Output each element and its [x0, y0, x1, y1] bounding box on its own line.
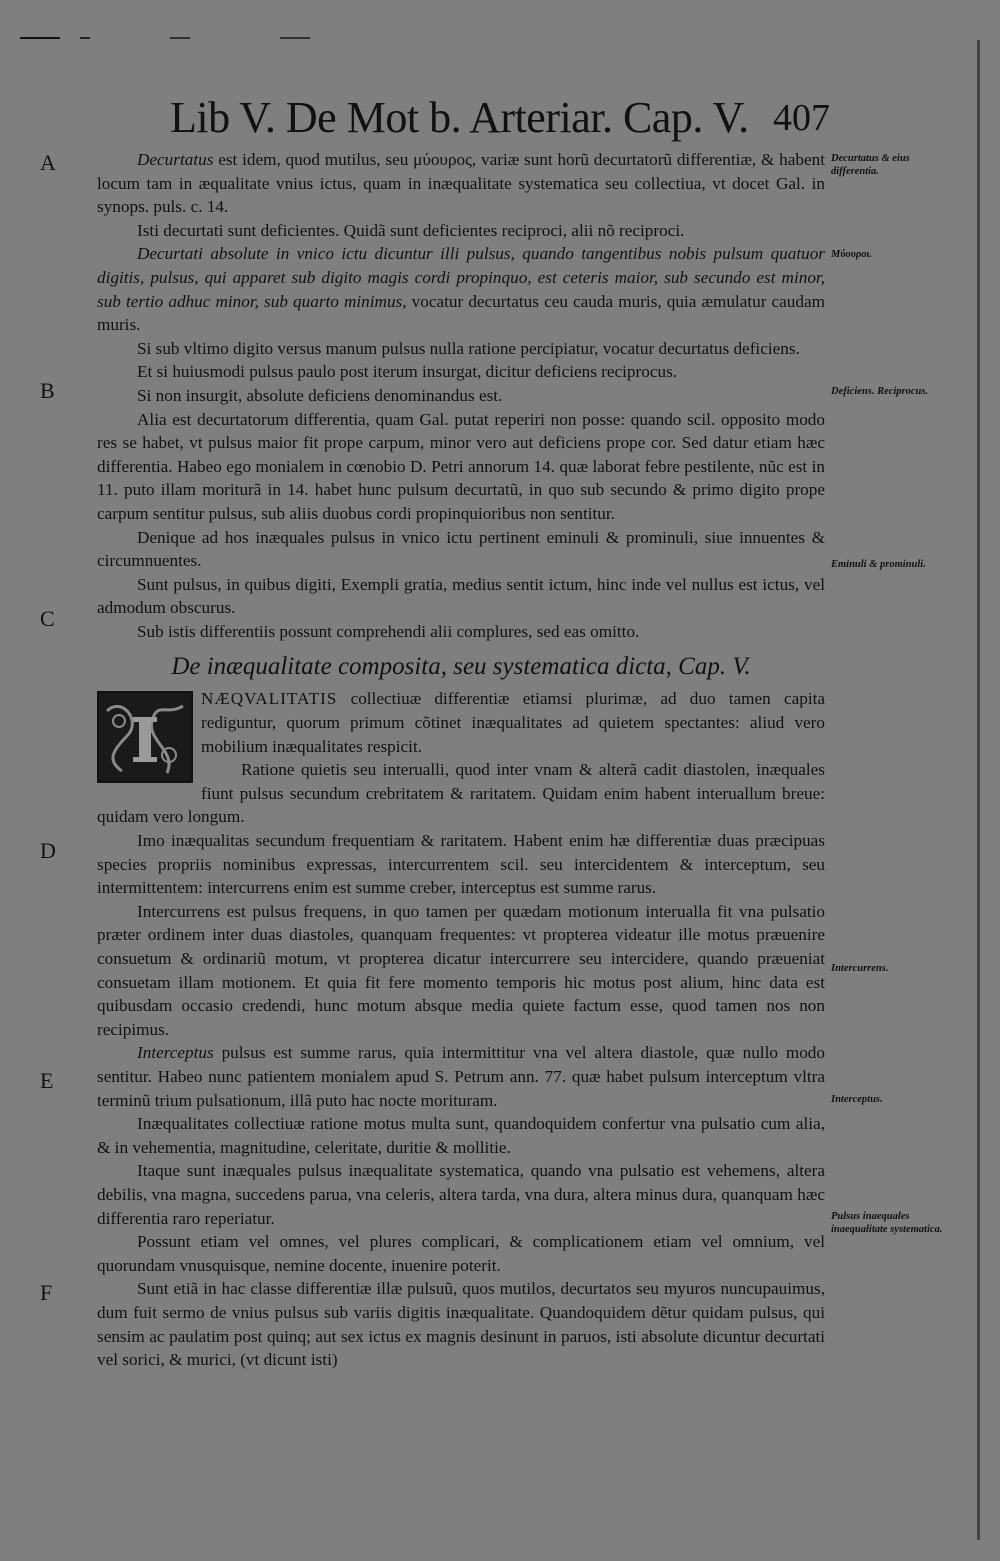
paragraph: Et si huiusmodi pulsus paulo post iterum insurgat, dicitur deficiens reciprocus.: [137, 362, 678, 382]
section-letter-e: E: [40, 1068, 54, 1093]
paragraph: Sunt etiã in hac classe differentiæ illæ pulsuũ, quos mutilos, decurtatos seu myuros nuncupauimus, dum fuit sermo de vnius pulsus sub variis digitis inæqualitate. Quandoquidem dẽtur quidam pulsus, qui sensim ac paulatim post quinq; aut sex ictus ex magnis desinunt in paruos, isti absolute dicuntur decurtati vel sorici, & murici, (vt dicunt isti): [97, 1279, 825, 1370]
chapter-heading: De inæqualitate composita, seu systematica dicta, Cap. V.: [171, 653, 751, 681]
paragraph: [97, 1041, 825, 1112]
main-text: [97, 148, 825, 1372]
page-number: 407: [773, 97, 830, 139]
paragraph-text: est idem, quod mutilus, seu μύουρος, variæ sunt horũ decurtatorũ differentiæ, & habent locum tam in æqualitate vnius ictus, quam in inæqualitate systematica seu collectiua, vt docet Gal. in synops. puls. c. 14.: [97, 150, 825, 217]
paragraph: [97, 242, 825, 336]
section-letter-c: C: [40, 606, 55, 631]
paragraph: Imo inæqualitas secundum frequentiam & raritatem. Habent enim hæ differentiæ duas præcipuas species propriis nominibus expressas, intercurrentem scil. seu intercidentem & interceptum, seu intermittentem: intercurrens enim est summe creber, interceptus est summe rarus.: [97, 831, 825, 898]
paragraph: Si sub vltimo digito versus manum pulsus nulla ratione percipiatur, vocatur decurtatus deficiens.: [137, 338, 800, 358]
paragraph-text: vocatur decurtatus ceu cauda muris, quia æmulatur caudam muris.: [97, 291, 825, 335]
paragraph-text: pulsus est summe rarus, quia intermittitur vna vel altera diastole, quæ nullo modo sentitur. Habeo nunc patientem monialem apud S. Petrum ann. 77. quæ habet pulsum interceptum vltra terminũ trium pulsationum, illã puto hac nocte morituram.: [97, 1043, 825, 1110]
margin-note: Pulsus inaequales inaequalitate systematica.: [831, 1211, 943, 1235]
margin-note: Deficiens. Reciprocus.: [831, 386, 929, 397]
section-letter-f: F: [40, 1280, 53, 1305]
italic-text: Decurtati absolute in vnico ictu dicuntur illi pulsus, quando tangentibus nobis pulsum quatuor digitis, pulsus, qui apparet sub digito magis cordi propinquo, est ceteris maior, sub secundo est minor, sub tertio adhuc minor, sub quarto minimus,: [97, 244, 825, 311]
lead-term: Interceptus: [137, 1043, 214, 1063]
margin-note: Μύουροι.: [831, 249, 873, 260]
lead-word: NÆQVALITATIS: [201, 689, 338, 709]
ornament-initial-icon: [97, 691, 193, 783]
margin-note: Interceptus.: [831, 1094, 883, 1105]
margin-note: Intercurrens.: [831, 963, 889, 974]
page-header: [170, 92, 830, 152]
paragraph: Itaque sunt inæquales pulsus inæqualitate systematica, quando vna pulsatio est vehemens, altera debilis, vna magna, succedens parua, vna celeris, altera tarda, vna dura, altera minus dura, quanquam hæc differentia raro reperiatur.: [97, 1161, 825, 1228]
page-edge: [977, 40, 980, 1540]
top-rule: [20, 37, 970, 39]
paragraph: Isti decurtati sunt deficientes. Quidã sunt deficientes reciproci, alii nõ reciproci.: [137, 220, 685, 240]
paragraph: [97, 148, 825, 219]
paragraph: Si non insurgit, absolute deficiens denominandus est.: [137, 385, 503, 405]
paragraph-text: collectiuæ differentiæ etiamsi plurimæ, ad duo tamen capita rediguntur, quorum primum cõtinet inæqualitates ad quietem spectantes: aliud vero mobilium inæqualitates respicit.: [201, 689, 825, 756]
paragraph: Sunt pulsus, in quibus digiti, Exempli gratia, medius sentit ictum, hinc inde vel nullus est ictus, vel admodum obscurus.: [97, 574, 825, 618]
lead-term: Decurtatus: [137, 150, 214, 169]
section-letter-a: A: [40, 150, 56, 175]
paragraph: Possunt etiam vel omnes, vel plures complicari, & complicationem etiam vel omnium, vel quorundam vnusquisque, nemine docente, inuenire poterit.: [97, 1232, 825, 1275]
paragraph: Denique ad hos inæquales pulsus in vnico ictu pertinent eminuli & prominuli, siue innuentes & circumnuentes.: [97, 527, 825, 571]
paragraph: Intercurrens est pulsus frequens, in quo tamen per quædam motionum interualla fit vna pulsatio præter ordinem inter duas diastoles, quanquam frequentes: vt propterea videatur ille motus præuenire consuetum & ordinariũ motum, vt propterea dicatur intercurrere seu intercidere, quando præueniat consuetam illam motionem. Et quia fit fere momento temporis hic motus post alium, hinc data est quibusdam occasio credendi, hunc motum absque media quiete factum esse, quod tamen nos non recipimus.: [97, 901, 825, 1039]
margin-note: Eminuli & prominuli.: [831, 559, 926, 570]
paragraph: Inæqualitates collectiuæ ratione motus multa sunt, quandoquidem confertur vna pulsatio cum alia, & in vehementia, magnitudine, celeritate, duritie & mollitie.: [97, 1114, 825, 1157]
running-head: Lib V. De Mot b. Arteriar. Cap. V.: [170, 93, 749, 142]
paragraph: [97, 687, 825, 758]
decorated-initial: [97, 691, 193, 783]
paragraph: Alia est decurtatorum differentia, quam Gal. putat reperiri non posse: quando scil. opposito modo res se habet, vt pulsus maior fit prope carpum, minor vero aut deficiens prope cor. Sed datur etiam hæc differentia. Habeo ego monialem in cœnobio D. Petri annorum 14. quæ laborat febre pestilente, nũc est in 11. puto illam moriturã in 14. habet hunc pulsum decurtatũ, in quo sub secundo & primo digito prope carpum sentitur pulsus, sub aliis duobus cordi propinquioribus non sentitur.: [97, 409, 825, 523]
section-letter-d: D: [40, 838, 56, 863]
margin-note: Decurtatus & eius differentia.: [831, 153, 910, 177]
section-letter-b: B: [40, 378, 55, 403]
paragraph: Ratione quietis seu interualli, quod inter vnam & alterã cadit diastolen, inæquales fiunt pulsus secundum crebritatem & raritatem. Quidam enim habent interuallum breue: quidam vero longum.: [97, 760, 825, 827]
paragraph: Sub istis differentiis possunt comprehendi alii complures, sed eas omitto.: [137, 621, 640, 641]
